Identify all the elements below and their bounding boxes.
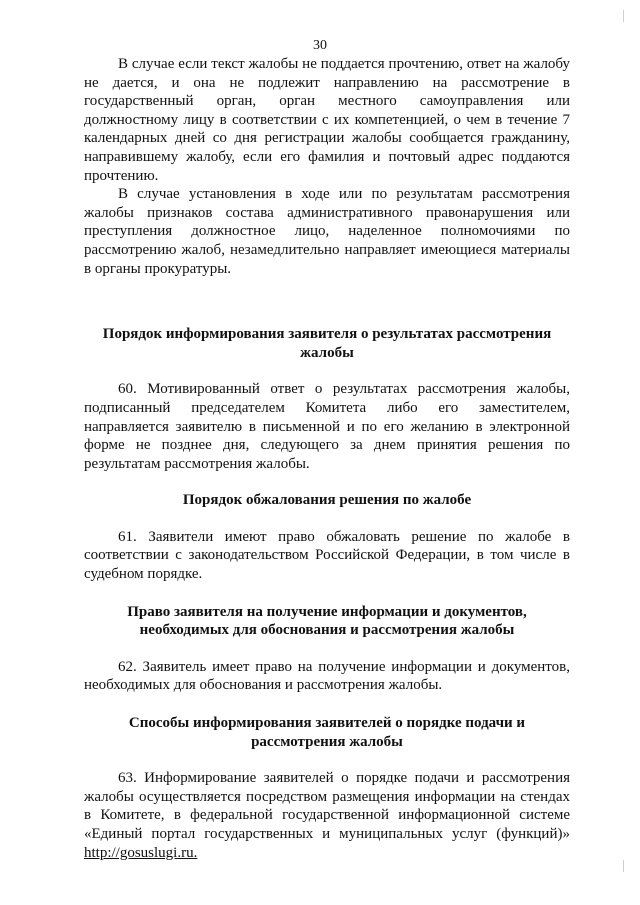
clause-61: 61. Заявители имеют право обжаловать решение по жалобе в соответствии с законодательством Российской Федерации, в том числе в судебном порядке. bbox=[84, 528, 570, 583]
section-heading-right-to-information: Право заявителя на получение информации и документов, необходимых для обоснования и рассмотрения жалобы bbox=[127, 603, 527, 639]
document-body bbox=[84, 55, 570, 862]
page-number: 30 bbox=[313, 38, 327, 53]
scan-margin-mark-bottom bbox=[623, 860, 624, 872]
clause-63 bbox=[84, 769, 570, 862]
scan-margin-mark-top bbox=[623, 10, 624, 22]
clause-62: 62. Заявитель имеет право на получение информации и документов, необходимых для обоснования и рассмотрения жалобы. bbox=[84, 658, 570, 694]
paragraph-prosecutor-referral: В случае установления в ходе или по результатам рассмотрения жалобы признаков состава административного правонарушения или преступления должностное лицо, наделенное полномочиями по рассмотрению жалоб, незамедлительно направляет имеющиеся материалы в органы прокуратуры. bbox=[84, 186, 570, 277]
clause-63-text: 63. Информирование заявителей о порядке подачи и рассмотрения жалобы осуществляется посредством размещения информации на стендах в Комитете, в федеральной государственной информационной системе «Единый портал государственных и муниципальных услуг (функций)» bbox=[84, 770, 570, 842]
section-heading-informing-results: Порядок информирования заявителя о результатах рассмотрения жалобы bbox=[102, 326, 552, 361]
clause-60: 60. Мотивированный ответ о результатах рассмотрения жалобы, подписанный председателем Комитета либо его заместителем, направляется заявителю в письменной и по его желанию в электронной форме не позднее дня, следующего за днем принятия решения по результатам рассмотрения жалобы. bbox=[84, 381, 570, 472]
section-heading-informing-methods: Способы информирования заявителей о порядке подачи и рассмотрения жалобы bbox=[128, 715, 526, 750]
section-heading-appeal-decision: Порядок обжалования решения по жалобе bbox=[182, 492, 472, 509]
gosuslugi-link[interactable]: http://gosuslugi.ru. bbox=[84, 844, 198, 861]
paragraph-unreadable-complaint: В случае если текст жалобы не поддается прочтению, ответ на жалобу не дается, и она не подлежит направлению на рассмотрение в государственный орган, орган местного самоуправления или должностному лицу в соответствии с их компетенцией, о чем в течение 7 календарных дней со дня регистрации жалобы сообщается гражданину, направившему жалобу, если его фамилия и почтовый адрес поддаются прочтению. bbox=[84, 56, 570, 184]
